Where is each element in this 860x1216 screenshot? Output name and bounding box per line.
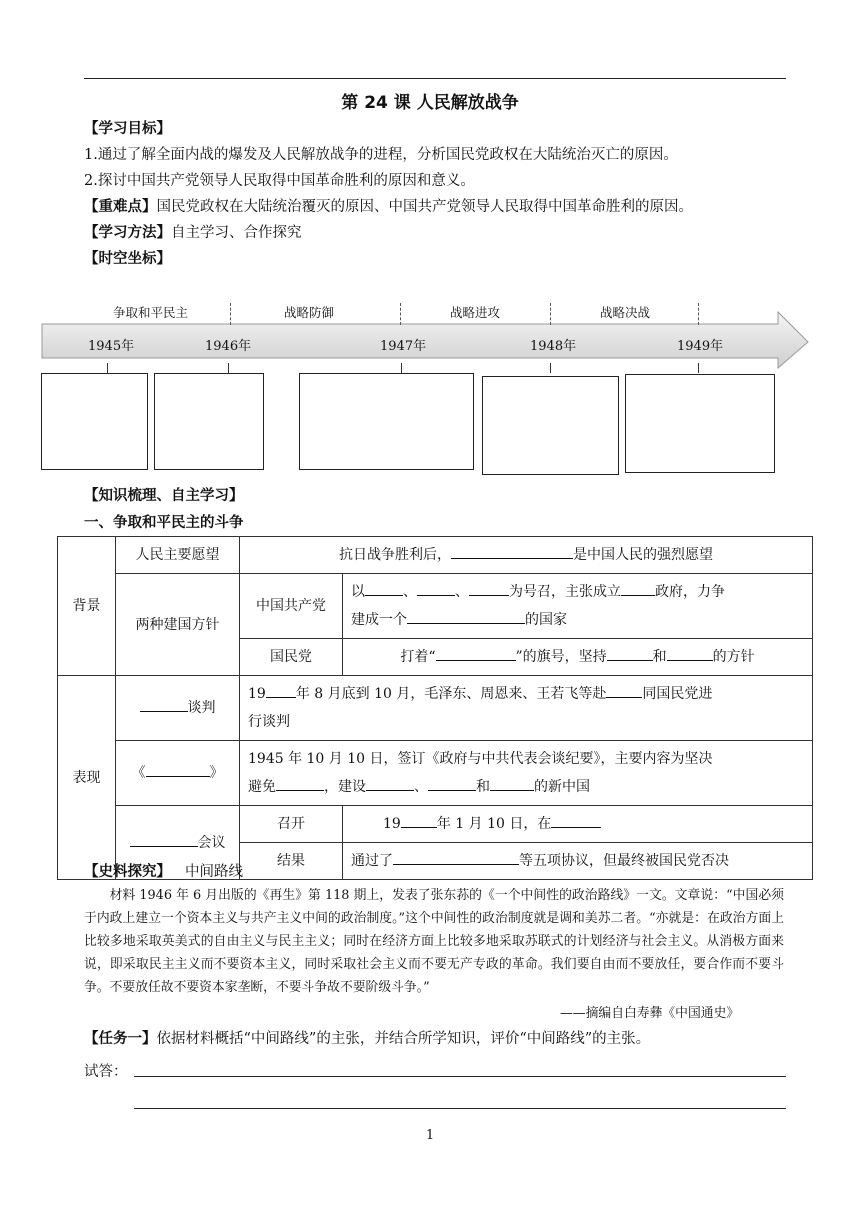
wish-text-a: 抗日战争胜利后， [339,547,451,563]
result-blank[interactable] [393,848,519,865]
year-pointer-1947 [401,363,402,373]
year-pointer-1945 [107,363,108,373]
kmt-text-b: ”的旗号，坚持 [515,649,607,665]
objectives-heading: 【学习目标】 [84,121,171,137]
source-citation: ——摘编自白寿彝《中国通史》 [560,1006,740,1021]
cpc-text-d: 建成一个 [351,612,407,628]
objective-1: 1.通过了解全面内战的爆发及人民解放战争的进程，分析国民党政权在大陆统治灭亡的原因。 [84,147,678,163]
answer-line-1[interactable] [134,1076,786,1077]
cpc-sep-1: 、 [403,584,417,600]
year-pointer-1948 [550,363,551,373]
talk-text-a: 19 [248,686,266,702]
answer-line-2[interactable] [134,1108,786,1109]
phase-divider-2 [400,303,401,325]
talk-text-d: 行谈判 [248,714,290,730]
timeline-answer-box-1946[interactable] [154,373,264,470]
source-heading [84,860,243,881]
wish-blank[interactable] [451,542,573,559]
year-pointer-1949 [698,363,699,373]
doc-close: 》 [209,765,224,781]
year-1947: 1947年 [380,339,427,354]
timeline-answer-box-1947[interactable] [299,373,474,470]
cpc-text-b: 为号召，主张成立 [509,584,621,600]
doc-text-b: 避免 [248,779,276,795]
study-method [84,221,302,242]
talk-text-b: 年 8 月底到 10 月，毛泽东、周恩来、王若飞等赴 [295,686,607,702]
task-1-label: 【任务一】 [84,1031,157,1047]
talk-label-cell [116,676,240,741]
key-points-label: 【重难点】 [84,199,157,215]
table-row [58,537,813,574]
source-topic: 中间路线 [185,864,243,880]
study-method-label: 【学习方法】 [84,225,171,241]
task-1-text: 依据材料概括“中间路线”的主张，并结合所学知识，评价“中间路线”的主张。 [156,1031,651,1047]
cpc-blank-2[interactable] [417,579,455,596]
cpc-sep-2: 、 [455,584,469,600]
open-content [343,806,813,843]
table-row [58,676,813,741]
source-material: 材料 1946 年 6 月出版的《再生》第 118 期上，发表了张东荪的《一个中间性的政治路线》一文。文章说：“中国必须于内政上建立一个资本主义与共产主义中间的政治制度。”这个中间性的政治制度就是调和美苏二者。“亦就是：在政治方面上比较多地采取英美式的自由主义与民主主义；同时在经济方面上比较多地采取苏联式的计划经济与社会主义。从消极方面来说，即采取民主主义而不要资本主义，同时采取社会主义而不要无产专政的革命。我们要自由而不要放任，要合作而不要斗争。不要放任故不要资本家垄断，不要斗争故不要阶级斗争。” [84,888,784,995]
talk-text-c: 同国民党进 [642,686,713,702]
header-rule [84,78,786,79]
cpc-blank-3[interactable] [469,579,509,596]
section-1-heading: 一、争取和平民主的斗争 [84,515,244,531]
phase-label-2: 战略防御 [284,305,335,320]
table-row [58,806,813,843]
year-1949: 1949年 [677,339,724,354]
phase-label-3: 战略进攻 [450,305,501,320]
year-1945: 1945年 [88,339,135,354]
doc-blank-2[interactable] [366,774,414,791]
policy-label: 两种建国方针 [116,574,240,676]
phase-divider-3 [550,303,551,325]
performance-cell: 表现 [58,676,116,880]
objective-2: 2.探讨中国共产党领导人民取得中国革命胜利的原因和意义。 [84,173,475,189]
phase-divider-4 [698,303,699,325]
key-points-text: 国民党政权在大陆统治覆灭的原因、中国共产党领导人民取得中国革命胜利的原因。 [156,199,693,215]
year-pointer-1946 [228,363,229,373]
cpc-label: 中国共产党 [240,574,343,639]
kmt-blank-3[interactable] [667,644,713,661]
page-title: 第 24 课 人民解放战争 [341,93,519,113]
source-label: 【史料探究】 [84,864,171,880]
open-year-blank[interactable] [401,811,437,828]
doc-blank-1[interactable] [276,774,324,791]
kmt-blank-2[interactable] [607,644,653,661]
doc-text-d: 、 [414,779,428,795]
open-place-blank[interactable] [551,811,601,828]
wish-text-b: 是中国人民的强烈愿望 [573,547,713,563]
year-1946: 1946年 [205,339,252,354]
talk-name-blank[interactable] [140,695,188,712]
meeting-name-blank[interactable] [130,830,198,847]
kmt-content [343,639,813,676]
open-text-b: 年 1 月 10 日，在 [436,816,552,832]
cpc-text-e: 的国家 [525,612,567,628]
study-method-text: 自主学习、合作探究 [171,225,302,241]
wish-label: 人民主要愿望 [116,537,240,574]
table-row [58,741,813,806]
result-label: 结果 [240,843,343,880]
key-points [84,195,693,216]
task-1 [84,1027,650,1048]
cpc-blank-1[interactable] [365,579,403,596]
timeline-heading: 【时空坐标】 [84,251,171,267]
talk-place-blank[interactable] [606,681,642,698]
talk-content [240,676,813,741]
doc-text-a: 1945 年 10 月 10 日，签订《政府与中共代表会谈纪要》，主要内容为坚决 [248,751,713,767]
timeline-answer-box-1948[interactable] [482,376,619,475]
table-row [58,574,813,639]
kmt-blank-1[interactable] [436,644,516,661]
meeting-label: 会议 [197,834,226,851]
knowledge-heading: 【知识梳理、自主学习】 [84,488,244,504]
doc-blank-4[interactable] [490,774,534,791]
talk-year-blank[interactable] [266,681,296,698]
knowledge-table [57,536,813,880]
result-content [343,843,813,880]
doc-open: 《 [131,765,146,781]
doc-label-cell [116,741,240,806]
kmt-text-c: 和 [652,649,667,665]
kmt-text-d: 的方针 [712,649,755,665]
doc-content [240,741,813,806]
doc-text-e: 和 [476,779,490,795]
cpc-text-c: 政府，力争 [655,584,725,600]
kmt-text-a: 打着“ [400,649,436,665]
cpc-content [343,574,813,639]
background-cell: 背景 [58,537,116,676]
wish-content [240,537,813,574]
timeline-answer-box-1949[interactable] [625,374,775,473]
cpc-blank-5[interactable] [407,607,525,624]
doc-text-c: ，建设 [324,779,366,795]
result-text-b: 等五项协议，但最终被国民党否决 [519,853,729,869]
phase-divider-1 [230,303,231,325]
cpc-blank-4[interactable] [621,579,655,596]
talk-label: 谈判 [187,700,216,716]
doc-name-blank[interactable] [146,760,210,777]
result-text-a: 通过了 [351,853,393,869]
open-text-a: 19 [383,816,401,832]
open-label: 召开 [240,806,343,843]
page-number: 1 [425,1128,435,1143]
timeline-answer-box-1945[interactable] [41,373,148,470]
doc-blank-3[interactable] [428,774,476,791]
phase-label-1: 争取和平民主 [113,305,189,320]
kmt-label: 国民党 [240,639,343,676]
answer-label: 试答： [84,1064,128,1080]
phase-label-4: 战略决战 [600,305,651,320]
doc-text-f: 的新中国 [534,779,590,795]
cpc-text-a: 以 [351,584,365,600]
year-1948: 1948年 [530,339,577,354]
